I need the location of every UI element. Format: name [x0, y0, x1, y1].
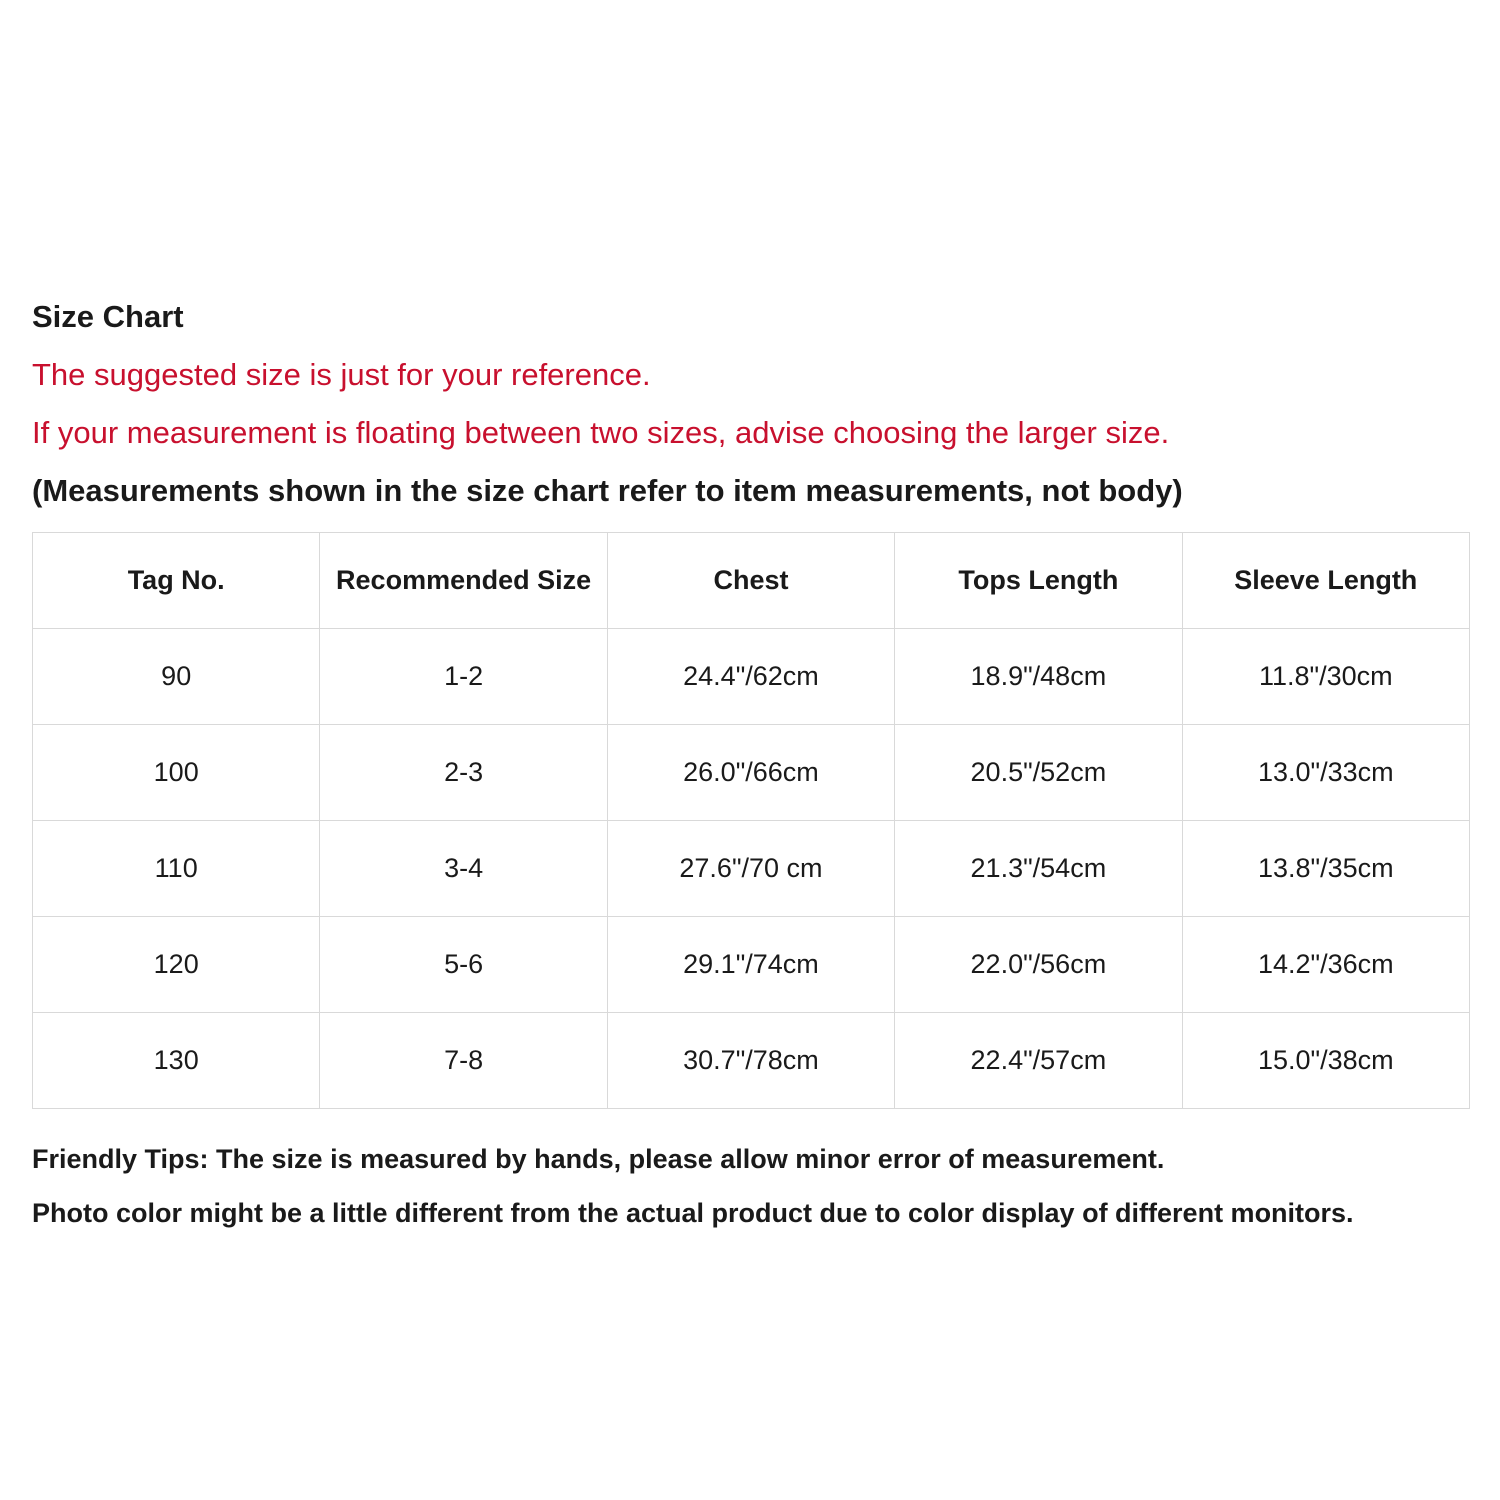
- friendly-tips: Friendly Tips: The size is measured by hands, please allow minor error of measurement.: [32, 1144, 1165, 1174]
- cell-recommended-size: 3-4: [320, 821, 607, 917]
- cell-tag-no: 110: [33, 821, 320, 917]
- cell-recommended-size: 1-2: [320, 629, 607, 725]
- header-tag-no: Tag No.: [33, 533, 320, 629]
- cell-tops-length: 18.9"/48cm: [895, 629, 1182, 725]
- measurement-note: (Measurements shown in the size chart refer to item measurements, not body): [32, 473, 1183, 508]
- header-recommended-size: Recommended Size: [320, 533, 607, 629]
- cell-chest: 27.6"/70 cm: [607, 821, 894, 917]
- cell-tops-length: 22.0"/56cm: [895, 917, 1182, 1013]
- header-sleeve-length: Sleeve Length: [1182, 533, 1469, 629]
- cell-recommended-size: 5-6: [320, 917, 607, 1013]
- cell-recommended-size: 7-8: [320, 1013, 607, 1109]
- cell-sleeve-length: 15.0"/38cm: [1182, 1013, 1469, 1109]
- table-row: [33, 1013, 1470, 1109]
- table-header-row: [33, 533, 1470, 629]
- table-row: [33, 821, 1470, 917]
- cell-tag-no: 120: [33, 917, 320, 1013]
- cell-tops-length: 22.4"/57cm: [895, 1013, 1182, 1109]
- cell-tag-no: 90: [33, 629, 320, 725]
- cell-tag-no: 100: [33, 725, 320, 821]
- cell-sleeve-length: 13.0"/33cm: [1182, 725, 1469, 821]
- cell-tops-length: 20.5"/52cm: [895, 725, 1182, 821]
- photo-color-note: Photo color might be a little different from the actual product due to color display of different monitors.: [32, 1198, 1354, 1228]
- cell-chest: 29.1"/74cm: [607, 917, 894, 1013]
- cell-sleeve-length: 13.8"/35cm: [1182, 821, 1469, 917]
- cell-chest: 26.0"/66cm: [607, 725, 894, 821]
- table-row: [33, 725, 1470, 821]
- cell-chest: 30.7"/78cm: [607, 1013, 894, 1109]
- cell-recommended-size: 2-3: [320, 725, 607, 821]
- header-chest: Chest: [607, 533, 894, 629]
- cell-sleeve-length: 11.8"/30cm: [1182, 629, 1469, 725]
- reference-note: The suggested size is just for your reference.: [32, 357, 651, 392]
- header-tops-length: Tops Length: [895, 533, 1182, 629]
- cell-chest: 24.4"/62cm: [607, 629, 894, 725]
- cell-sleeve-length: 14.2"/36cm: [1182, 917, 1469, 1013]
- cell-tag-no: 130: [33, 1013, 320, 1109]
- size-table: [32, 532, 1470, 1109]
- page-title: Size Chart: [32, 299, 184, 334]
- cell-tops-length: 21.3"/54cm: [895, 821, 1182, 917]
- table-row: [33, 629, 1470, 725]
- table-row: [33, 917, 1470, 1013]
- sizing-advice-note: If your measurement is floating between two sizes, advise choosing the larger size.: [32, 415, 1170, 450]
